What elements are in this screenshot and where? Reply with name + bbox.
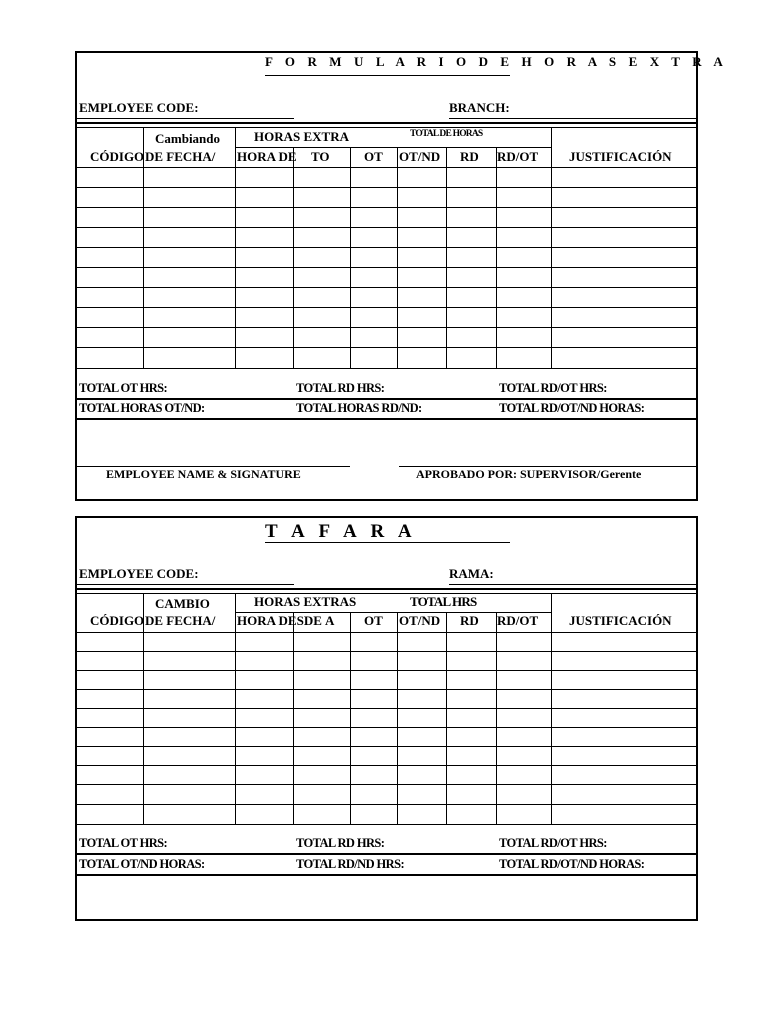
total-rd-ot-label: TOTAL RD/OT HRS: [499,836,607,850]
col-divider [350,147,351,368]
table-top-border [77,122,698,124]
total-rd-nd-label: TOTAL HORAS RD/ND: [296,401,422,415]
header-fecha-top: Cambiando [155,131,221,146]
total-rd-nd-label: TOTAL RD/ND HRS: [296,857,405,871]
title-underline [265,542,510,543]
employee-code-label: EMPLOYEE CODE: [79,566,199,581]
header-total-horas: TOTAL DE HORAS [410,129,483,139]
col-divider [446,612,447,825]
header-justificacion: JUSTIFICACIÓN [569,149,672,164]
table-row[interactable] [77,784,698,785]
col-divider [496,612,497,825]
title-underline [265,75,510,76]
header-codigo: CÓDIGO [90,149,145,164]
approved-by-label: APROBADO POR: SUPERVISOR/Gerente [416,467,642,481]
total-rd-label: TOTAL RD HRS: [296,836,385,850]
employee-signature-field[interactable] [77,920,350,921]
table-row[interactable] [77,247,698,248]
totals-divider [77,853,698,855]
supervisor-signature-field[interactable] [399,920,698,921]
totals-bottom [77,418,698,420]
total-rd-label: TOTAL RD HRS: [296,381,385,395]
table-row[interactable] [77,347,698,348]
form-title: F O R M U L A R I O D E H O R A S E X T R A [265,54,728,69]
col-divider [397,147,398,368]
header-rd: RD [460,613,479,628]
total-rd-ot-label: TOTAL RD/OT HRS: [499,381,607,395]
col-divider [496,147,497,368]
table-row[interactable] [77,327,698,328]
col-divider [350,612,351,825]
table-row[interactable] [77,307,698,308]
employee-code-field[interactable] [77,584,294,585]
table-row[interactable] [77,227,698,228]
col-divider [293,612,294,825]
header-bottom [77,632,698,633]
header-ot: OT [364,613,383,628]
col-divider [293,147,294,368]
header-horas-extra: HORAS EXTRA [254,129,349,144]
header-total-horas: TOTAL HRS [410,594,477,609]
branch-label: BRANCH: [449,100,510,115]
header-horas-extra: HORAS EXTRAS [254,594,357,609]
header-hora-desde: HORA DESDE [237,613,322,628]
table-row[interactable] [77,368,698,369]
header-ot-nd: OT/ND [399,149,441,164]
total-rd-ot-nd-label: TOTAL RD/OT/ND HORAS: [499,401,645,415]
table-row[interactable] [77,746,698,747]
employee-signature-label: EMPLOYEE NAME & SIGNATURE [106,467,301,481]
col-divider [446,147,447,368]
table-row[interactable] [77,765,698,766]
header-ot-nd: OT/ND [399,613,441,628]
total-rd-ot-nd-label: TOTAL RD/OT/ND HORAS: [499,857,645,871]
employee-code-field[interactable] [77,118,294,119]
form-title: T A F A R A [265,521,417,542]
total-ot-label: TOTAL OT HRS: [79,836,168,850]
header-ot: OT [364,149,383,164]
header-group-divider [235,147,551,148]
col-divider [235,593,236,825]
overtime-form-english [75,51,728,501]
total-ot-nd-label: TOTAL HORAS OT/ND: [79,401,205,415]
table-row[interactable] [77,267,698,268]
header-rd-ot: RD/OT [497,613,539,628]
table-row[interactable] [77,708,698,709]
total-ot-label: TOTAL OT HRS: [79,381,168,395]
employee-code-label: EMPLOYEE CODE: [79,100,199,115]
table-top-border [77,588,698,590]
header-rd-ot: RD/OT [497,149,539,164]
branch-field[interactable] [449,118,698,119]
table-top-inner [77,127,698,128]
table-row[interactable] [77,287,698,288]
table-row[interactable] [77,689,698,690]
table-row[interactable] [77,804,698,805]
branch-label: RAMA: [449,566,494,581]
header-justificacion: JUSTIFICACIÓN [569,613,672,628]
col-divider [397,612,398,825]
table-row[interactable] [77,651,698,652]
header-to: TO [311,149,330,164]
overtime-form-spanish [75,516,698,921]
table-row[interactable] [77,670,698,671]
table-top-inner [77,593,698,594]
col-divider [551,593,552,825]
header-hora-de: HORA DE [237,149,297,164]
header-fecha: DE FECHA/ [145,149,216,164]
table-row[interactable] [77,824,698,825]
table-row[interactable] [77,727,698,728]
header-fecha-top: CAMBIO [155,596,210,611]
totals-bottom [77,874,698,876]
totals-divider [77,398,698,400]
header-bottom [77,167,698,168]
branch-field[interactable] [449,584,698,585]
header-to: A [325,613,335,628]
table-row[interactable] [77,207,698,208]
table-row[interactable] [77,187,698,188]
header-fecha: DE FECHA/ [145,613,216,628]
total-ot-nd-label: TOTAL OT/ND HORAS: [79,857,205,871]
header-rd: RD [460,149,479,164]
header-codigo: CÓDIGO [90,613,145,628]
